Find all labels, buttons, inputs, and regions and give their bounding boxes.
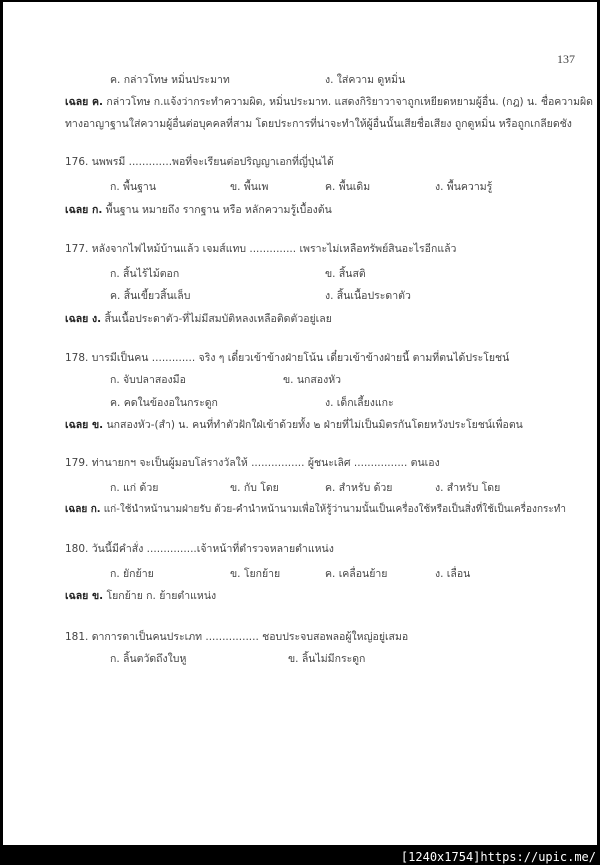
option: ข. ลิ้นไม่มีกระดูก: [288, 653, 366, 665]
answer-text: พื้นฐาน หมายถึง รากฐาน หรือ หลักความรู้เบื้องต้น: [102, 204, 332, 216]
answer-line: [65, 589, 216, 603]
answer-line: [65, 312, 332, 326]
question-176: 176. นพพรมี .............พอที่จะเรียนต่อปริญญาเอกที่ญี่ปุ่นได้: [65, 156, 334, 168]
answer-text: แก่-ใช้นำหน้านามฝ่ายรับ ด้วย-คำนำหน้านามเพื่อให้รู้ว่านามนั้นเป็นเครื่องใช้หรือเป็นสิ่งที่ใช้เป็นเครื่องกระทำ: [100, 504, 566, 515]
option: ข. กับ โดย: [230, 482, 279, 494]
answer-label: เฉลย ก.: [65, 204, 103, 216]
option: ง. สิ้นเนื้อประดาตัว: [325, 290, 411, 302]
option: ข. นกสองหัว: [283, 374, 342, 386]
answer-label: เฉลย ข.: [65, 590, 104, 602]
option: ง. เลื่อน: [435, 568, 471, 580]
document-page: [3, 2, 597, 845]
answer-label: เฉลย ก.: [65, 504, 101, 515]
answer-label: เฉลย ง.: [65, 313, 102, 325]
option: ก. แก่ ด้วย: [110, 482, 159, 494]
option: ง. เด็กเลี้ยงแกะ: [325, 397, 394, 409]
option: ค. พื้นเดิม: [325, 181, 371, 193]
answer-text: โยกย้าย ก. ย้ายตำแหน่ง: [103, 590, 217, 602]
option: ก. จับปลาสองมือ: [110, 374, 186, 386]
option: ง. พื้นความรู้: [435, 181, 493, 193]
option: ก. ลิ้นตวัดถึงใบหู: [110, 653, 187, 665]
option: ข. พื้นเพ: [230, 181, 269, 193]
option: ค. สำหรับ ด้วย: [325, 482, 393, 494]
option: ข. สิ้นสติ: [325, 268, 366, 280]
question-177: 177. หลังจากไฟไหม้บ้านแล้ว เจมส์แทบ .............. เพราะไม่เหลือทรัพย์สินอะไรอีกแล้ว: [65, 243, 457, 255]
option: ก. ยักย้าย: [110, 568, 154, 580]
option: ค. คดในข้องอในกระดูก: [110, 397, 218, 409]
page-number: 137: [557, 52, 575, 66]
answer-text: ทางอาญาฐานใส่ความผู้อื่นต่อบุคคลที่สาม โดยประการที่น่าจะทำให้ผู้อื่นนั้นเสียชื่อเสียง ถูกดูหมิ่น หรือถูกเกลียดชัง: [65, 118, 572, 130]
option: ก. พื้นฐาน: [110, 181, 156, 193]
answer-line: [65, 203, 332, 217]
image-host-footer: [1240x1754]https://upic.me/: [400, 850, 596, 864]
option: ข. โยกย้าย: [230, 568, 281, 580]
option: ค. เคลื่อนย้าย: [325, 568, 388, 580]
option: ค. กล่าวโทษ หมิ่นประมาท: [110, 74, 230, 86]
question-181: 181. ดาการดาเป็นคนประเภท ................ ชอบประจบสอพลอผู้ใหญ่อยู่เสมอ: [65, 631, 409, 643]
answer-label: เฉลย ข.: [65, 419, 104, 431]
option: ง. สำหรับ โดย: [435, 482, 501, 494]
answer-line: [65, 503, 566, 517]
answer-label: เฉลย ค.: [65, 96, 103, 108]
answer-text: สิ้นเนื้อประดาตัว-ที่ไม่มีสมบัติหลงเหลือติดตัวอยู่เลย: [101, 313, 332, 325]
answer-text: นกสองหัว-(สำ) น. คนที่ทำตัวฝักใฝ่เข้าด้วยทั้ง ๒ ฝ่ายที่ไม่เป็นมิตรกันโดยหวังประโยชน์เพื่อตน: [103, 419, 523, 431]
option: ค. สิ้นเขี้ยวสิ้นเล็บ: [110, 290, 191, 302]
answer-text: กล่าวโทษ ก.แจ้งว่ากระทำความผิด, หมิ่นประมาท. แสดงกิริยาวาจาถูกเหยียดหยามผู้อื่น. (กฎ) น. ชื่อความผิด: [103, 96, 593, 108]
answer-line: [65, 95, 593, 109]
question-178: 178. บารมีเป็นคน ............. จริง ๆ เดี๋ยวเข้าข้างฝ่ายโน้น เดี๋ยวเข้าข้างฝ่ายนี้ ตามที่ตนได้ประโยชน์: [65, 352, 510, 364]
option: ก. สิ้นไร้ไม้ตอก: [110, 268, 180, 280]
question-180: 180. วันนี้มีคำสั่ง ...............เจ้าหน้าที่ตำรวจหลายตำแหน่ง: [65, 543, 334, 555]
option: ง. ใส่ความ ดูหมิ่น: [325, 74, 406, 86]
answer-line: [65, 418, 523, 432]
question-179: 179. ท่านายกฯ จะเป็นผู้มอบโล่รางวัลให้ ................ ผู้ชนะเลิศ ................ ตนเอง: [65, 457, 440, 469]
